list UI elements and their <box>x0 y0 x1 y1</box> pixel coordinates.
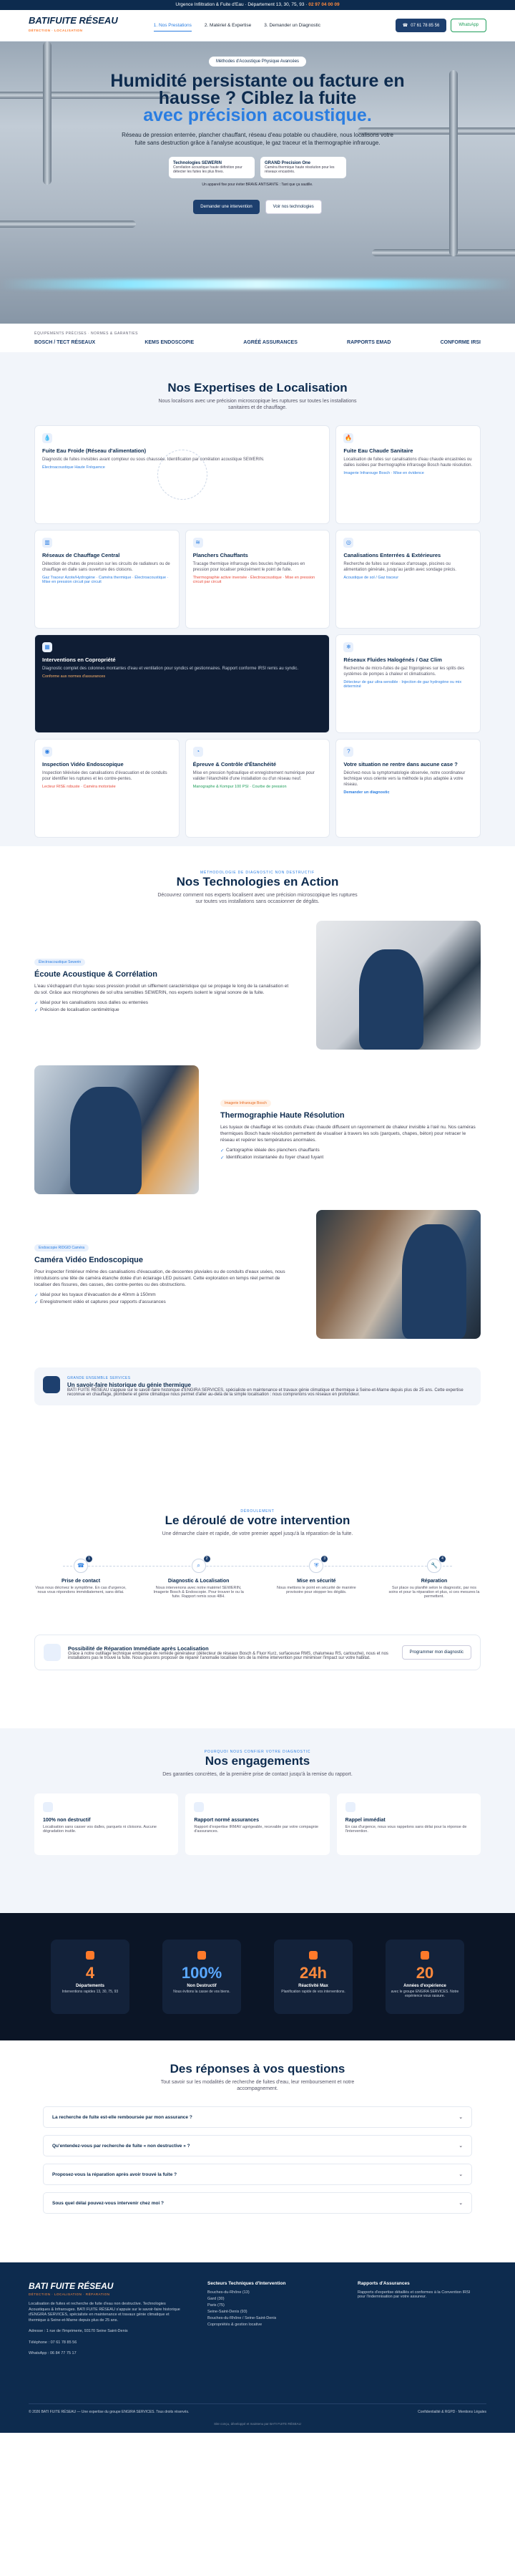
footer-whatsapp[interactable]: WhatsApp : 06 84 77 75 17 <box>29 2351 77 2355</box>
footer-link[interactable]: Gard (30) <box>207 2297 225 2301</box>
hero <box>0 42 515 324</box>
hero-badge: GRAND Precision One Caméra thermique haute résolution pour les réseaux encastrés. <box>260 157 346 178</box>
document-icon <box>194 1802 204 1812</box>
nav-link-prestations[interactable]: 1. Nos Prestations <box>154 20 192 32</box>
trust-bar: ÉQUIPEMENTS PRÉCISES · NORMES & GARANTIES BOSCH / TECT RÉSEAUX KEMS ENDOSCOPIE AGRÉÉ ASSURANCES RAPPORTS EMAD CONFORME IRSI <box>0 324 515 352</box>
expertise-card[interactable]: ◉ Inspection Vidéo Endoscopique Inspection télévisée des canalisations d'évacuation et de conduits pour identifier les ruptures et les contre-pentes. Lecteur RISE robuste · Caméra motorisée <box>34 739 180 838</box>
header-nav <box>0 10 515 42</box>
topbar: Urgence Infiltration & Fuite d'Eau · Département 13, 30, 75, 93 · 02 97 04 00 09 <box>0 0 515 10</box>
hero-pill: Méthodes d'Acoustique Physique Avancées <box>209 57 306 67</box>
footer-link[interactable]: Paris (75) <box>207 2303 225 2308</box>
section-title: Le déroulé de votre intervention <box>165 1514 350 1527</box>
footer-link[interactable]: Seine-Saint-Denis (93) <box>207 2310 247 2314</box>
diagnostic-link[interactable]: Demander un diagnostic <box>343 790 390 795</box>
droplet-icon: 💧 <box>42 433 52 443</box>
expertise-card[interactable]: 💧 Fuite Eau Froide (Réseau d'alimentation) Diagnostic de fuites invisibles avant compteur ou sous chaussée. Identification par corrélation acoustique SEWERIN. Électroacoustique Haute Fréquence <box>34 425 330 524</box>
legal-links[interactable]: Confidentialité & RGPD · Mentions Légales <box>418 2410 486 2414</box>
faq-item[interactable]: Sous quel délai pouvez-vous intervenir chez moi ? ⌄ <box>43 2192 472 2214</box>
clock-icon <box>309 1951 318 1960</box>
process-step: 🔧 4 Réparation Sur place ou planifié selon le diagnostic, par nos soins et pour la réparation et plus, si ces mesures la permettent. <box>388 1556 480 1599</box>
stat-card: 100% Non Destructif Nous évitons la casse de vos biens. <box>162 1940 241 2014</box>
process-step: ⛨ 3 Mise en sécurité Nous mettons le point en sécurité de manière provisoire pour stopper les dégâts. <box>276 1556 356 1594</box>
expertise-card[interactable]: ◎ Canalisations Enterrées & Extérieures Recherche de fuites sur réseaux d'arrosage, piscines ou alimentation générale, jusqu'au jardin avec sondage précis. Acoustique de sol / Gaz traceur <box>335 530 481 629</box>
shield-check-icon <box>43 1802 53 1812</box>
nav-link-materiel[interactable]: 2. Matériel & Expertise <box>204 22 252 28</box>
wrench-icon: 🔧 <box>427 1559 441 1573</box>
expertise-card[interactable]: ▥ Réseaux de Chauffage Central Détection de chutes de pression sur les circuits de radiateurs ou de chauffage en dalle sans ouverture des cloisons. Gaz Traceur Azote/Hydrogène · Caméra thermique · Électroacoustique · Mise en pression circuit par circuit <box>34 530 180 629</box>
section-title: Nos Technologies en Action <box>176 875 339 888</box>
cta-intervention-button[interactable]: Demander une intervention <box>193 200 259 214</box>
camera-icon: ◉ <box>42 747 52 757</box>
engira-logo-icon <box>43 1376 60 1393</box>
chevron-down-icon: ⌄ <box>458 2115 463 2120</box>
trust-item: CONFORME IRSI <box>440 339 481 345</box>
faq-item[interactable]: Qu'entendez-vous par recherche de fuite « non destructive » ? ⌄ <box>43 2135 472 2156</box>
logo[interactable]: BATIFUITE RÉSEAU DÉTECTION · LOCALISATION <box>29 14 118 32</box>
acoustic-photo <box>316 921 481 1050</box>
floor-icon: ≋ <box>193 538 203 548</box>
footer-link[interactable]: Copropriétés & gestion locative <box>207 2323 263 2327</box>
award-icon <box>421 1951 429 1960</box>
footer-link[interactable]: Bouches-du-Rhône / Seine-Saint-Denis <box>207 2316 277 2320</box>
map-pin-icon <box>86 1951 94 1960</box>
tech-block: Endoscopie RIDGID Caméra Caméra Vidéo Endoscopique Pour inspecter l'intérieur même des canalisations d'évacuation, de descentes pluviales ou de conduits d'eaux usées, nous introduisons une tête de caméra étanche dotée d'un éclairage LED puissant. Cette exploration en temps réel permet de localiser des fissures, des casses, des contre-pentes ou des obstructions. ✓ Idéal pour les tuyaux d'évacuation de ø 40mm à 150mm ✓ Enregistrement vidéo et captures pour rapports d'assurances <box>34 1210 481 1339</box>
phone-icon: ☎ <box>402 24 408 28</box>
expertise-card[interactable]: ≋ Planchers Chauffants Tracage thermique infrarouge des boucles hydrauliques en pression pour localiser précisément le point de fuite. Thermographie active inversée · Électroacoustique · Mise en pression circuit par circuit <box>185 530 330 629</box>
expertise-card[interactable]: ❄ Réseaux Fluides Halogénés / Gaz Clim Recherche de micro-fuites de gaz frigorigènes sur les splits des systèmes de pompes à chaleur et climatisations. Détecteur de gaz ultra-sensible · Injection de gaz hydrogène ou mix déterminé <box>335 634 481 733</box>
expertise-card[interactable]: 🔥 Fuite Eau Chaude Sanitaire Localisation de fuites sur canalisations d'eau chaude encastrées ou dalles isolées par thermographie infrarouge Bosch haute résolution. Imagerie Infrarouge Bosch · Mise en évidence <box>335 425 481 524</box>
trust-item: RAPPORTS EMAD <box>347 339 391 345</box>
section-title: Nos engagements <box>205 1754 310 1768</box>
commitment-card: Rapport normé assurances Rapport d'expertise IRMAV agrégeable, recevable par votre compagnie d'assurances. <box>185 1793 329 1855</box>
pipe-decoration <box>0 221 136 228</box>
expertise-card[interactable]: ◔ Épreuve & Contrôle d'Étanchéité Mise en pression hydraulique et enregistrement numérique pour valider l'étanchéité d'une installation ou d'un réseau neuf. Manographe & Kompur 100 PSI · Courbe de pression <box>185 739 330 838</box>
expertise-card-other[interactable]: ? Votre situation ne rentre dans aucune case ? Décrivez-nous la symptomatologie observée, notre coordinateur technique vous oriente vers la méthode la plus adaptée à votre réseau. Demander un diagnostic <box>335 739 481 838</box>
process-section: DÉROULEMENT Le déroulé de votre intervention Une démarche claire et rapide, de votre premier appel jusqu'à la réparation de la fuite. ☎ 1 Prise de contact Vous nous décrivez le symptôme. En cas d'urgence, nous vous répondons immédiatement, sans délai. ⌕ 2 Diagnostic & Localisation Nous intervenons avec notre matériel SEWERIN, Imagerie Bosch & Endoscopie. Pour trouver le ou la fuite. Rapport remis sous 48H. ⛨ 3 Mise en sécurité Nous mettons le point en sécurité de manière provisoire pour stopper les dégâts. 🔧 4 Réparation Sur place ou planifié selon le diagnostic, par nos soins et pour la réparation et plus, si ces mesures la permettent. Possibilité de Réparation Immédiate après Localisation Grâce à notre outillage technique embarqué de remède générateur (détecteur de réseaux Bosch & Fluor Kurz, surfaceuse RMS, chalumeau RS, cartouche), nous et nos installations pas le trouvé la fuite. Nous pouvons proposer de réparer l'anomalie localisée lors de la même intervention pour minimiser l'impact sur votre habitat. Programmer mon diagnostic <box>0 1488 515 1728</box>
compass-icon: ◎ <box>343 538 353 548</box>
section-title: Nos Expertises de Localisation <box>167 381 348 394</box>
glow-line <box>0 279 515 289</box>
stat-card: 4 Départements Interventions rapides 13, 30, 75, 93 <box>51 1940 129 2014</box>
footer-phone[interactable]: Téléphone : 07 61 78 85 56 <box>29 2340 77 2345</box>
whatsapp-button[interactable]: WhatsApp <box>451 19 486 32</box>
hero-title: Humidité persistante ou facture en hausse ? Ciblez la fuite avec précision acoustique. <box>110 71 405 125</box>
expertise-card-copropriete[interactable]: ▦ Interventions en Copropriété Diagnostic complet des colonnes montantes d'eau et ventilation pour syndics et gestionnaires. Rapport conforme IRSI remis au syndic. Conforme aux normes d'assurances <box>34 634 330 733</box>
process-step: ⌕ 2 Diagnostic & Localisation Nous intervenons avec notre matériel SEWERIN, Imagerie Bosch & Endoscopie. Pour trouver le ou la fuite. Rapport remis sous 48H. <box>153 1556 244 1599</box>
radiator-icon: ▥ <box>42 538 52 548</box>
trust-item: AGRÉÉ ASSURANCES <box>243 339 298 345</box>
question-icon: ? <box>343 747 353 757</box>
radar-decoration <box>157 450 207 500</box>
footer-logo[interactable]: BATI FUITE RÉSEAU <box>29 2281 114 2291</box>
section-title: Des réponses à vos questions <box>170 2062 345 2076</box>
hero-note: Un appareil fixe pour éviter BRAVE ANTISANTE : Tant que ça sautille. <box>202 183 313 187</box>
faq-item[interactable]: La recherche de fuite est-elle remboursée par mon assurance ? ⌄ <box>43 2106 472 2128</box>
chevron-down-icon: ⌄ <box>458 2172 463 2177</box>
endoscopy-photo <box>316 1210 481 1339</box>
snowflake-icon: ❄ <box>343 642 353 652</box>
phone-icon: ☎ <box>74 1559 88 1573</box>
savoir-faire-box: GRANDE ENSEMBLE SERVICES Un savoir-faire historique du génie thermique BATI FUITE RÉSEAU s'appuie sur le savoir-faire historique d'ENGIRA SERVICES, spécialiste en maintenance et travaux génie climatique et thermique à Seine-et-Marne depuis plus de 25 ans. Cette expertise reconnue en chauffage, plomberie et génie climatique nous permet d'aller au-delà de la simple localisation : nous comprenons vos réseaux en profondeur. <box>34 1367 481 1405</box>
nav-link-diagnostic[interactable]: 3. Demander un Diagnostic <box>264 22 320 28</box>
gauge-icon: ◔ <box>193 747 203 757</box>
chevron-down-icon: ⌄ <box>458 2201 463 2206</box>
stats-section <box>0 1913 515 2040</box>
schedule-diagnostic-button[interactable]: Programmer mon diagnostic <box>402 1645 471 1660</box>
commitment-card: Rappel immédiat En cas d'urgence, nous vous rappelons sans délai pour la réponse de l'intervention. <box>337 1793 481 1855</box>
tech-tag: Endoscopie RIDGID Caméra <box>34 1244 89 1251</box>
chevron-down-icon: ⌄ <box>458 2144 463 2149</box>
footer-link[interactable]: Bouches-du-Rhône (13) <box>207 2290 250 2295</box>
phone-icon <box>345 1802 355 1812</box>
faq-item[interactable]: Proposez-vous la réparation après avoir trouvé la fuite ? ⌄ <box>43 2164 472 2185</box>
pipe-decoration <box>372 249 515 256</box>
stat-card: 20 Années d'expérience avec le groupe ENGIRA SERVICES. Notre expérience vous rassure. <box>386 1940 464 2014</box>
cta-technologies-button[interactable]: Voir nos technologies <box>265 200 322 214</box>
hero-lead: Réseau de pression enterrée, plancher chauffant, réseau d'eau potable ou chaudière, nous localisons votre fuite sans destruction grâce à l'analyse acoustique, le gaz traceur et la thermographie infrarouge. <box>122 132 393 146</box>
trust-item: KEMS ENDOSCOPIE <box>144 339 195 345</box>
building-icon: ▦ <box>42 642 52 652</box>
thermography-photo <box>34 1065 199 1194</box>
phone-button[interactable]: ☎ 07 61 78 85 56 <box>396 19 447 32</box>
tech-block: Imagerie Infrarouge Bosch Thermographie Haute Résolution Les tuyaux de chauffage et les conduits d'eau chaude diffusent un rayonnement de chaleur invisible à l'œil nu. Nos caméras thermiques Bosch haute résolution permettent de visualiser à travers les sols (parquets, chapes, béton) pour retracer le réseau et repérer les températures anormales. ✓ Cartographie idéale des planchers chauffants ✓ Identification instantanée du foyer chaud fuyant <box>34 1065 481 1194</box>
tools-icon <box>44 1644 61 1661</box>
footer: BATI FUITE RÉSEAU DÉTECTION · LOCALISATION · RÉPARATION Localisation de fuites et recherche de fuite d'eau non destructive. Technologies Acoustiques & Infrarouges. BATI FUITE RÉSEAU s'appuie sur le savoir-faire historique d'ENGIRA SERVICES, spécialiste en maintenance et travaux génie climatique et thermique à Seine-et-Marne depuis plus de 25 ans. Adresse : 1 rue de l'Imprimerie, 93170 Seine Saint-Denis Téléphone : 07 61 78 85 56 WhatsApp : 06 84 77 75 17 Secteurs Techniques d'Intervention Bouches-du-Rhône (13) Gard (30) Paris (75) Seine-Saint-Denis (93) Bouches-du-Rhône / Seine-Saint-Denis Copropriétés & gestion locative Rapports d'Assurances Rapports d'expertise détaillés et conformes à la Convention IRSI pour l'indemnisation par votre assureur. © 2026 BATI FUITE RÉSEAU — Une expertise du groupe ENGIRA SERVICES. Tous droits réservés. Confidentialité & RGPD · Mentions Légales Site conçu, développé et maintenu par BATI FUITE RÉSEAU <box>0 2262 515 2433</box>
commitments-section: POURQUOI NOUS CONFIER VOTRE DIAGNOSTIC Nos engagements Des garanties concrètes, de la première prise de contact jusqu'à la remise du rapport. 100% non destructif Localisation sans casser vos dalles, parquets ni cloisons. Aucune dégradation inutile. Rapport normé assurances Rapport d'expertise IRMAV agrégeable, recevable par votre compagnie d'assurances. Rappel immédiat En cas d'urgence, nous vous rappelons sans délai pour la réponse de l'intervention. <box>0 1728 515 1913</box>
commitment-card: 100% non destructif Localisation sans casser vos dalles, parquets ni cloisons. Aucune dégradation inutile. <box>34 1793 178 1855</box>
tech-tag: Électroacoustique Sewerin <box>34 959 85 966</box>
faq-section: Des réponses à vos questions Tout savoir sur les modalités de recherche de fuites d'eau, leur remboursement et notre accompagnement. La recherche de fuite est-elle remboursée par mon assurance ? ⌄ Qu'entendez-vous par recherche de fuite « non destructive » ? ⌄ Proposez-vous la réparation après avoir trouvé la fuite ? ⌄ Sous quel délai pouvez-vous intervenir chez moi ? ⌄ <box>0 2040 515 2262</box>
tech-tag: Imagerie Infrarouge Bosch <box>220 1100 271 1107</box>
flame-icon: 🔥 <box>343 433 353 443</box>
stat-card: 24h Réactivité Max Planification rapide de vos interventions. <box>274 1940 353 2014</box>
process-step: ☎ 1 Prise de contact Vous nous décrivez le symptôme. En cas d'urgence, nous vous répondons immédiatement, sans délai. <box>35 1556 127 1594</box>
expertises-section: Nos Expertises de Localisation Nous localisons avec une précision microscopique les ruptures sur toutes les installations sanitaires et de chauffage. 💧 Fuite Eau Froide (Réseau d'alimentation) Diagnostic de fuites invisibles avant compteur ou sous chaussée. Identification par corrélation acoustique SEWERIN. Électroacoustique Haute Fréquence 🔥 Fuite Eau Chaude Sanitaire Localisation de fuites sur canalisations d'eau chaude encastrées ou dalles isolées par thermographie infrarouge Bosch haute résolution. Imagerie Infrarouge Bosch · Mise en évidence ▥ Réseaux de Chauffage Central Détection de chutes de pression sur les circuits de radiateurs ou de chauffage en dalle sans ouverture des cloisons. Gaz Traceur Azote/Hydrogène · Caméra thermique · Électroacoustique · Mise en pression circuit par circuit ≋ Planchers Chauffants Tracage thermique infrarouge des boucles hydrauliques en pression pour localiser précisément le point de fuite. Thermographie active inversée · Électroacoustique · Mise en pression circuit par circuit ◎ Canalisations Enterrées & Extérieures Recherche de fuites sur réseaux d'arrosage, piscines ou alimentation générale, jusqu'au jardin avec sondage précis. Acoustique de sol / Gaz traceur ▦ Interventions en Copropriété Diagnostic complet des colonnes montantes d'eau et ventilation pour syndics et gestionnaires. Rapport conforme IRSI remis au syndic. Conforme aux normes d'assurances ❄ Réseaux Fluides Halogénés / Gaz Clim Recherche de micro-fuites de gaz frigorigènes sur les splits des systèmes de pompes à chaleur et climatisations. Détecteur de gaz ultra-sensible · Injection de gaz hydrogène ou mix déterminé ◉ Inspection Vidéo Endoscopique Inspection télévisée des canalisations d'évacuation et de conduits pour identifier les ruptures et les contre-pentes. Lecteur RISE robuste · Caméra motorisée ◔ Épreuve & Contrôle d'Étanchéité Mise en pression hydraulique et enregistrement numérique pour valider l'étanchéité d'une installation ou d'un réseau neuf. Manographe & Kompur 100 PSI · Courbe de pression ? Votre situation ne rentre dans aucune case ? Décrivez-nous la symptomatologie observée, notre coordinateur technique vous oriente vers la méthode la plus adaptée à votre réseau. Demander un diagnostic <box>0 352 515 846</box>
technologies-section: MÉTHODOLOGIE DE DIAGNOSTIC NON DESTRUCTIF Nos Technologies en Action Découvrez comment nos experts localisent avec une précision microscopique les ruptures sur toutes vos installations sans occasionner de dégâts. Électroacoustique Sewerin Écoute Acoustique & Corrélation L'eau s'échappant d'un tuyau sous pression produit un sifflement caractéristique qui se propage le long de la canalisation et du sol. Grâce aux microphones de sol ultra sensibles SEWERIN, nos experts isolent le signal sonore de la fuite. ✓ Idéal pour les canalisations sous dalles ou enterrées ✓ Précision de localisation centimétrique Imagerie Infrarouge Bosch Thermographie Haute Résolution Les tuyaux de chauffage et les conduits d'eau chaude diffusent un rayonnement de chaleur invisible à l'œil nu. Nos caméras thermiques Bosch haute résolution permettent de visualiser à travers les sols (parquets, chapes, béton) pour retracer le réseau et repérer les températures anormales. ✓ Cartographie idéale des planchers chauffants ✓ Identification instantanée du foyer chaud fuyant Endoscopie RIDGID Caméra Caméra Vidéo Endoscopique Pour inspecter l'intérieur même des canalisations d'évacuation, de descentes pluviales ou de conduits d'eaux usées, nous introduisons une tête de caméra étanche dotée d'un éclairage LED puissant. Cette exploration en temps réel permet de localiser des fissures, des casses, des contre-pentes ou des obstructions. ✓ Idéal pour les tuyaux d'évacuation de ø 40mm à 150mm ✓ Enregistrement vidéo et captures pour rapports d'assurances GRANDE ENSEMBLE SERVICES Un savoir-faire historique du génie thermique BATI FUITE RÉSEAU s'appuie sur le savoir-faire historique d'ENGIRA SERVICES, spécialiste en maintenance et travaux génie climatique et thermique à Seine-et-Marne depuis plus de 25 ans. Cette expertise reconnue en chauffage, plomberie et génie climatique nous permet d'aller au-delà de la simple localisation : nous comprenons vos réseaux en profondeur. <box>0 846 515 1488</box>
shield-icon <box>197 1951 206 1960</box>
hero-badge: Technologies SEWERIN Corrélation acoustique haute définition pour détecter les fuites les plus fines. <box>169 157 255 178</box>
repair-box: Possibilité de Réparation Immédiate après Localisation Grâce à notre outillage technique embarqué de remède générateur (détecteur de réseaux Bosch & Fluor Kurz, surfaceuse RMS, chalumeau RS, cartouche), nous et nos installations pas le trouvé la fuite. Nous pouvons proposer de réparer l'anomalie localisée lors de la même intervention pour minimiser l'impact sur votre habitat. Programmer mon diagnostic <box>34 1635 481 1670</box>
trust-item: BOSCH / TECT RÉSEAUX <box>34 339 96 345</box>
topbar-phone[interactable]: 02 97 04 00 09 <box>308 2 340 7</box>
shield-icon: ⛨ <box>309 1559 323 1573</box>
search-icon: ⌕ <box>192 1559 206 1573</box>
tech-block: Électroacoustique Sewerin Écoute Acoustique & Corrélation L'eau s'échappant d'un tuyau sous pression produit un sifflement caractéristique qui se propage le long de la canalisation et du sol. Grâce aux microphones de sol ultra sensibles SEWERIN, nos experts isolent le signal sonore de la fuite. ✓ Idéal pour les canalisations sous dalles ou enterrées ✓ Précision de localisation centimétrique <box>34 921 481 1050</box>
